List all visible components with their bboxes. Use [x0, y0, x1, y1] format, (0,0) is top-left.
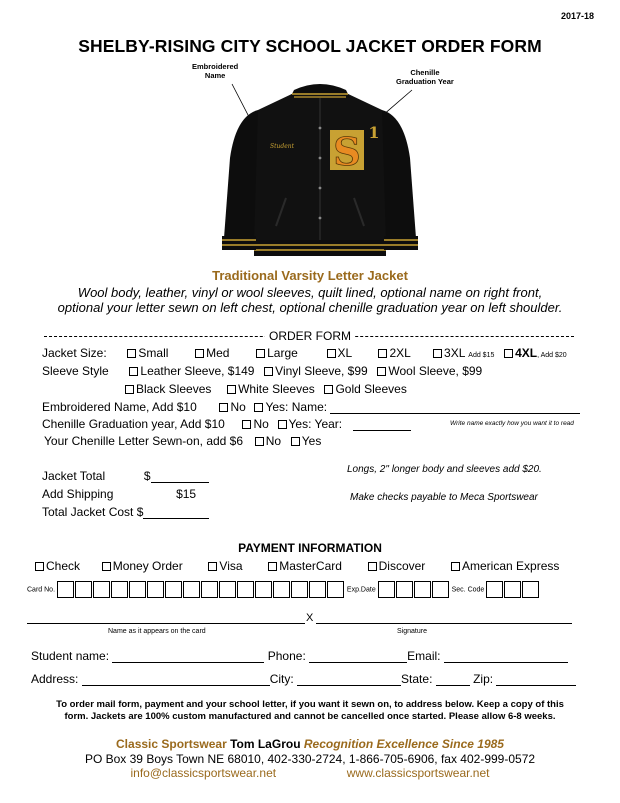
digit-box[interactable]	[201, 581, 218, 598]
letter-no-checkbox[interactable]	[255, 437, 264, 446]
total-cost-row: Total Jacket Cost $	[42, 505, 209, 519]
callout-embroidered-name: Embroidered Name	[192, 62, 239, 80]
shipping-row: Add Shipping $15	[42, 487, 197, 501]
jacket-title: Traditional Varsity Letter Jacket	[212, 268, 408, 283]
size-med-checkbox[interactable]	[195, 349, 204, 358]
embroidered-name-row: Embroidered Name, Add $10 No Yes: Name:	[42, 400, 580, 414]
digit-box[interactable]	[378, 581, 395, 598]
digit-box[interactable]	[183, 581, 200, 598]
card-number-boxes[interactable]	[57, 586, 345, 593]
digit-box[interactable]	[93, 581, 110, 598]
payment-methods-row: Check Money Order Visa MasterCard Discover American Express	[35, 559, 559, 573]
name-caption: Name as it appears on the card	[108, 628, 206, 635]
footer-company-line	[0, 737, 620, 752]
state-input[interactable]	[436, 674, 470, 686]
footer-address: PO Box 39 Boys Town NE 68010, 402-330-2724, 1-866-705-6906, fax 402-999-0572	[84, 752, 536, 766]
name-yes-checkbox[interactable]	[254, 403, 263, 412]
discover-checkbox[interactable]	[368, 562, 377, 571]
size-4xl-checkbox[interactable]	[504, 349, 513, 358]
sleeve-style-row: Sleeve Style Leather Sleeve, $149 Vinyl Sleeve, $99 Wool Sleeve, $99	[42, 364, 483, 378]
digit-box[interactable]	[111, 581, 128, 598]
digit-box[interactable]	[147, 581, 164, 598]
sec-code-boxes[interactable]	[486, 586, 540, 593]
digit-box[interactable]	[327, 581, 344, 598]
white-sleeves-checkbox[interactable]	[227, 385, 236, 394]
jacket-letter: S	[333, 129, 361, 174]
name-no-checkbox[interactable]	[219, 403, 228, 412]
signature-caption: Signature	[397, 628, 427, 635]
jacket-total-row: Jacket Total $	[42, 469, 209, 483]
vinyl-sleeve-checkbox[interactable]	[264, 367, 273, 376]
zip-input[interactable]	[496, 674, 576, 686]
company-slogan: Recognition Excellence Since 1985	[303, 737, 504, 751]
order-instructions: To order mail form, payment and your school letter, if you want it sewn on, to address below. Keep a copy of this form. Jackets are 100% custom manufactured and cannot be cancelled once started. Please allow 6-8 weeks.	[56, 699, 564, 722]
black-sleeves-checkbox[interactable]	[125, 385, 134, 394]
jacket-waistband	[254, 240, 386, 256]
company-name: Classic Sportswear	[116, 737, 227, 751]
footer-links	[0, 766, 620, 781]
email-link[interactable]: info@classicsportswear.net	[130, 766, 277, 780]
jacket-description: Wool body, leather, vinyl or wool sleeves, quilt lined, optional name on right front, optional your letter sewn on left chest, optional chenille graduation year on left shoulder.	[57, 285, 563, 315]
digit-box[interactable]	[486, 581, 503, 598]
year-no-checkbox[interactable]	[242, 420, 251, 429]
wool-sleeve-checkbox[interactable]	[377, 367, 386, 376]
size-3xl-checkbox[interactable]	[433, 349, 442, 358]
order-form-label: ORDER FORM	[265, 329, 355, 343]
jacket-size-row: Jacket Size: Small Med Large XL 2XL 3XL Add $15 4XL, Add $20	[42, 346, 567, 360]
jacket-year: 1	[368, 123, 380, 142]
payment-title: PAYMENT INFORMATION	[238, 541, 382, 555]
digit-box[interactable]	[414, 581, 431, 598]
signature-x-mark: X	[306, 612, 314, 624]
signature-line[interactable]	[316, 623, 572, 624]
digit-box[interactable]	[309, 581, 326, 598]
year-input-line[interactable]	[353, 419, 411, 431]
mastercard-checkbox[interactable]	[268, 562, 277, 571]
jacket-embroidered-name: Student	[269, 143, 295, 150]
form-year: 2017-18	[560, 11, 594, 21]
city-input[interactable]	[297, 674, 401, 686]
card-number-row: Card No. Exp.Date Sec. Code	[27, 581, 540, 598]
form-title: SHELBY-RISING CITY SCHOOL JACKET ORDER FORM	[78, 36, 542, 56]
digit-box[interactable]	[522, 581, 539, 598]
website-link[interactable]: www.classicsportswear.net	[346, 766, 490, 780]
digit-box[interactable]	[219, 581, 236, 598]
digit-box[interactable]	[273, 581, 290, 598]
varsity-jacket-image	[200, 68, 440, 264]
leather-sleeve-checkbox[interactable]	[129, 367, 138, 376]
sleeve-color-row: Black Sleeves White Sleeves Gold Sleeves	[125, 382, 407, 396]
digit-box[interactable]	[237, 581, 254, 598]
money-order-checkbox[interactable]	[102, 562, 111, 571]
student-name-input[interactable]	[112, 651, 264, 663]
size-xl-checkbox[interactable]	[327, 349, 336, 358]
digit-box[interactable]	[291, 581, 308, 598]
size-2xl-checkbox[interactable]	[378, 349, 387, 358]
digit-box[interactable]	[75, 581, 92, 598]
graduation-year-row: Chenille Graduation year, Add $10 No Yes: Year:	[42, 417, 411, 431]
card-name-line[interactable]	[27, 623, 305, 624]
digit-box[interactable]	[165, 581, 182, 598]
write-name-note: Write name exactly how you want it to read	[450, 420, 574, 427]
phone-input[interactable]	[309, 651, 407, 663]
name-input-line[interactable]	[330, 402, 580, 414]
letter-yes-checkbox[interactable]	[291, 437, 300, 446]
exp-date-boxes[interactable]	[378, 586, 450, 593]
american-express-checkbox[interactable]	[451, 562, 460, 571]
email-input[interactable]	[444, 651, 568, 663]
student-row: Student name: Phone: Email:	[31, 649, 568, 663]
callout-graduation-year: Chenille Graduation Year	[396, 68, 454, 86]
size-large-checkbox[interactable]	[256, 349, 265, 358]
address-row: Address: City: State: Zip:	[31, 672, 576, 686]
digit-box[interactable]	[504, 581, 521, 598]
digit-box[interactable]	[432, 581, 449, 598]
longs-note: Longs, 2" longer body and sleeves add $20.	[347, 464, 542, 475]
digit-box[interactable]	[255, 581, 272, 598]
digit-box[interactable]	[396, 581, 413, 598]
letter-sewn-row: Your Chenille Letter Sewn-on, add $6 No Yes	[44, 434, 322, 448]
digit-box[interactable]	[57, 581, 74, 598]
address-input[interactable]	[82, 674, 270, 686]
year-yes-checkbox[interactable]	[278, 420, 287, 429]
check-checkbox[interactable]	[35, 562, 44, 571]
gold-sleeves-checkbox[interactable]	[324, 385, 333, 394]
total-cost-input[interactable]	[143, 507, 209, 519]
visa-checkbox[interactable]	[208, 562, 217, 571]
checks-payable-note: Make checks payable to Meca Sportswear	[350, 492, 538, 503]
contact-person: Tom LaGrou	[230, 737, 301, 751]
digit-box[interactable]	[129, 581, 146, 598]
jacket-total-input[interactable]	[151, 471, 209, 483]
size-small-checkbox[interactable]	[127, 349, 136, 358]
